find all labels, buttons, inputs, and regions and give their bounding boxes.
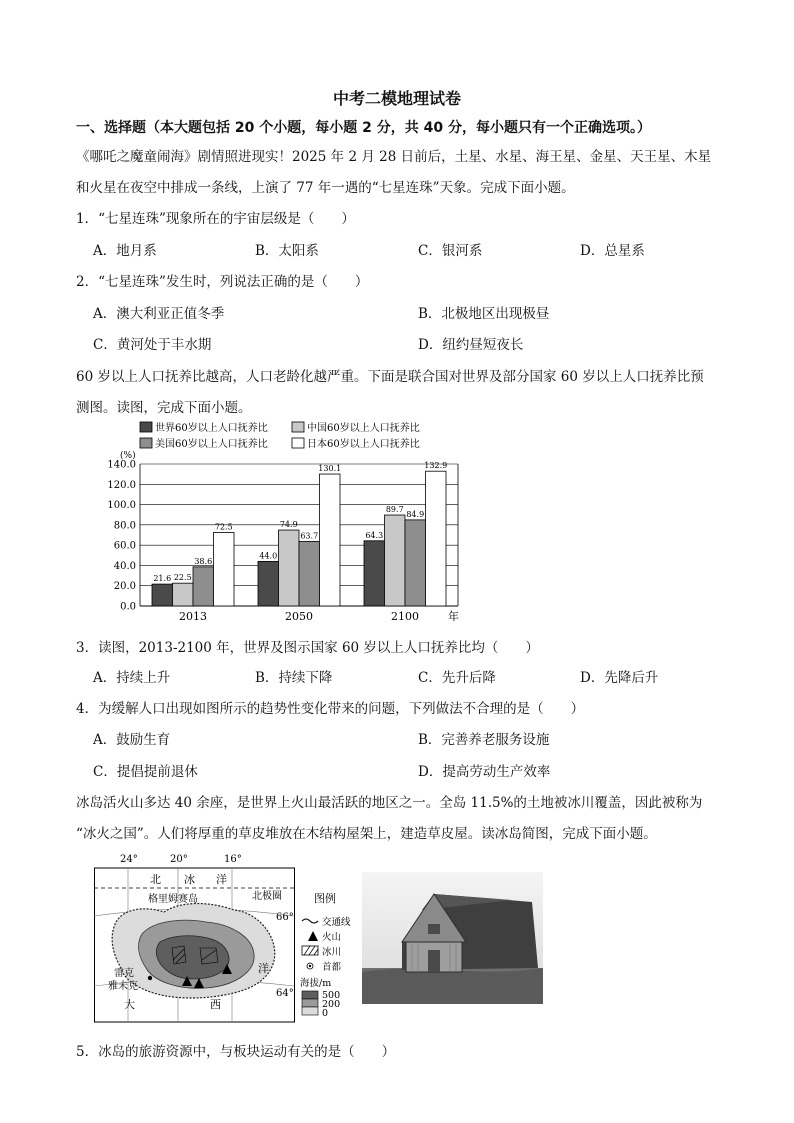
bar-value-label: 63.7 bbox=[300, 531, 319, 541]
q1-option-a: A．地月系 bbox=[93, 243, 157, 259]
q3-option-d: D．先降后升 bbox=[580, 670, 659, 686]
ocean-north-char1: 北 bbox=[150, 873, 161, 886]
lat-label-66: 66° bbox=[276, 912, 294, 923]
lon-label-20: 20° bbox=[170, 854, 188, 865]
elevation-title: 海拔/m bbox=[300, 978, 332, 989]
elevation-label-0: 0 bbox=[322, 1008, 329, 1019]
q4-option-d: D．提高劳动生产效率 bbox=[418, 764, 551, 780]
iceland-map bbox=[94, 850, 359, 1025]
chart-legend bbox=[140, 421, 420, 450]
lat-label-64: 64° bbox=[276, 988, 294, 999]
q2-option-a: A．澳大利亚正值冬季 bbox=[93, 306, 225, 322]
bar-2050-series-2 bbox=[299, 541, 320, 606]
y-tick-label: 60.0 bbox=[113, 540, 136, 552]
lon-label-16: 16° bbox=[224, 854, 242, 865]
q3-option-c: C．先升后降 bbox=[418, 670, 496, 686]
q4-option-a: A．鼓励生育 bbox=[93, 732, 171, 748]
q1-stem: 1．“七星连珠”现象所在的宇宙层级是（ ） bbox=[76, 211, 355, 227]
bar-2100-series-1 bbox=[385, 515, 406, 606]
intro2-line2: 测图。读图，完成下面小题。 bbox=[76, 400, 252, 416]
intro1-line2: 和火星在夜空中排成一条线，上演了 77 年一遇的“七星连珠”天象。完成下面小题。 bbox=[76, 180, 575, 196]
q2-option-c: C．黄河处于丰水期 bbox=[93, 337, 212, 353]
bar-2050-series-0 bbox=[258, 561, 279, 606]
bar-2100-series-0 bbox=[364, 541, 385, 606]
elevation-swatch-mid bbox=[302, 999, 318, 1007]
glacier-legend-icon bbox=[302, 946, 318, 955]
y-tick-label: 80.0 bbox=[113, 520, 136, 532]
legend-label-japan: 日本60岁以上人口抚养比 bbox=[307, 439, 420, 450]
capital-dot-icon bbox=[148, 976, 152, 980]
legend-volcano-label: 火山 bbox=[322, 932, 342, 943]
elevation-swatch-low bbox=[302, 1007, 318, 1015]
bar-2050-series-3 bbox=[320, 474, 341, 606]
volcano-legend-icon bbox=[308, 931, 318, 941]
ocean-south-char3: 洋 bbox=[258, 962, 269, 975]
legend-capital-label: 首都 bbox=[322, 962, 342, 973]
section-heading: 一、选择题（本大题包括 20 个小题，每小题 2 分，共 40 分，每小题只有一个正确选项。） bbox=[76, 120, 651, 136]
legend-label-usa: 美国60岁以上人口抚养比 bbox=[155, 439, 268, 450]
q3-option-a: A．持续上升 bbox=[93, 670, 171, 686]
y-tick-label: 140.0 bbox=[107, 459, 136, 471]
legend-swatch-japan bbox=[292, 438, 304, 448]
road-icon bbox=[302, 919, 318, 923]
ocean-north-char2: 冰 bbox=[184, 873, 195, 886]
ocean-south-char1: 大 bbox=[124, 998, 135, 1011]
map-legend-title: 图例 bbox=[314, 892, 336, 905]
intro3-line2: “冰火之国”。人们将厚重的草皮堆放在木结构屋架上，建造草皮屋。读冰岛简图，完成下面小题。 bbox=[76, 826, 657, 842]
elevation-label-500: 500 bbox=[322, 990, 341, 1001]
capital-legend-icon bbox=[307, 963, 313, 969]
y-tick-label: 40.0 bbox=[113, 560, 136, 572]
intro3-line1: 冰岛活火山多达 40 余座，是世界上火山最活跃的地区之一。全岛 11.5%的土地被冰川覆盖，因此被称为 bbox=[76, 795, 703, 811]
bar-value-label: 38.6 bbox=[194, 556, 213, 566]
bar-2100-series-2 bbox=[405, 520, 426, 606]
bar-2050-series-1 bbox=[279, 530, 300, 606]
q1-option-b: B．太阳系 bbox=[255, 243, 319, 259]
y-tick-label: 120.0 bbox=[107, 479, 136, 491]
legend-label-china: 中国60岁以上人口抚养比 bbox=[307, 423, 420, 434]
bar-2013-series-0 bbox=[152, 584, 173, 606]
legend-swatch-china bbox=[292, 422, 304, 432]
bar-chart bbox=[94, 418, 474, 628]
bar-2100-series-3 bbox=[426, 471, 447, 606]
bar-value-label: 130.1 bbox=[318, 464, 342, 474]
bar-value-label: 84.9 bbox=[406, 509, 425, 519]
q4-stem: 4．为缓解人口出现如图所示的趋势性变化带来的问题，下列做法不合理的是（ ） bbox=[76, 701, 585, 717]
q2-stem: 2．“七星连珠”发生时，列说法正确的是（ ） bbox=[76, 274, 369, 290]
bar-2013-series-1 bbox=[173, 583, 194, 606]
y-axis-unit: (%) bbox=[120, 451, 136, 461]
q1-option-c: C．银河系 bbox=[418, 243, 483, 259]
turf-house-photo bbox=[362, 872, 543, 1004]
bar-value-label: 89.7 bbox=[385, 505, 404, 515]
bar-value-label: 21.6 bbox=[153, 574, 172, 584]
capital-label-line1: 雷克 bbox=[114, 968, 134, 979]
bar-2013-series-3 bbox=[214, 532, 235, 606]
x-tick-label: 2050 bbox=[285, 610, 313, 623]
q4-option-c: C．提倡提前退休 bbox=[93, 764, 198, 780]
intro1-line1: 《哪吒之魔童闹海》剧情照进现实！2025 年 2 月 28 日前后，土星、水星、海王星、金星、天王星、木星 bbox=[76, 149, 712, 165]
page-title: 中考二模地理试卷 bbox=[332, 89, 461, 108]
q3-stem: 3．读图，2013-2100 年，世界及图示国家 60 岁以上人口抚养比均（ ） bbox=[76, 640, 539, 656]
elevation-swatch-high bbox=[302, 991, 318, 999]
y-tick-label: 0.0 bbox=[120, 601, 136, 613]
q2-option-d: D．纽约昼短夜长 bbox=[418, 337, 524, 353]
ocean-south-char2: 西 bbox=[210, 998, 221, 1011]
bar-2013-series-2 bbox=[193, 567, 214, 606]
q4-option-b: B．完善养老服务设施 bbox=[418, 732, 550, 748]
legend-glacier-label: 冰川 bbox=[322, 947, 342, 958]
x-tick-label: 2100 bbox=[391, 610, 419, 623]
q2-option-b: B．北极地区出现极昼 bbox=[418, 306, 550, 322]
arctic-circle-label: 北极圈 bbox=[252, 891, 282, 902]
grimsey-label: 格里姆赛岛 bbox=[148, 894, 198, 905]
q5-stem: 5．冰岛的旅游资源中，与板块运动有关的是（ ） bbox=[76, 1044, 396, 1060]
bar-value-label: 22.5 bbox=[173, 573, 192, 583]
ocean-north-char3: 洋 bbox=[216, 873, 227, 886]
bar-value-label: 74.9 bbox=[279, 520, 298, 530]
y-tick-label: 20.0 bbox=[113, 581, 136, 593]
q3-option-b: B．持续下降 bbox=[255, 670, 333, 686]
legend-swatch-usa bbox=[140, 438, 152, 448]
bar-value-label: 132.9 bbox=[424, 461, 448, 471]
bar-value-label: 72.5 bbox=[214, 522, 233, 532]
elevation-label-200: 200 bbox=[322, 999, 341, 1010]
x-axis-unit: 年 bbox=[448, 610, 459, 623]
capital-label-line2: 雅未克 bbox=[108, 981, 138, 992]
legend-label-world: 世界60岁以上人口抚养比 bbox=[155, 423, 268, 434]
q1-option-d: D．总星系 bbox=[580, 243, 645, 259]
legend-swatch-world bbox=[140, 422, 152, 432]
legend-road-label: 交通线 bbox=[322, 917, 351, 928]
lon-label-24: 24° bbox=[120, 854, 138, 865]
x-tick-label: 2013 bbox=[179, 610, 207, 623]
y-tick-label: 100.0 bbox=[107, 500, 136, 512]
intro2-line1: 60 岁以上人口抚养比越高，人口老龄化越严重。下面是联合国对世界及部分国家 60 岁以上人口抚养比预 bbox=[76, 369, 704, 385]
bar-value-label: 64.3 bbox=[365, 530, 384, 540]
bar-value-label: 44.0 bbox=[259, 551, 278, 561]
